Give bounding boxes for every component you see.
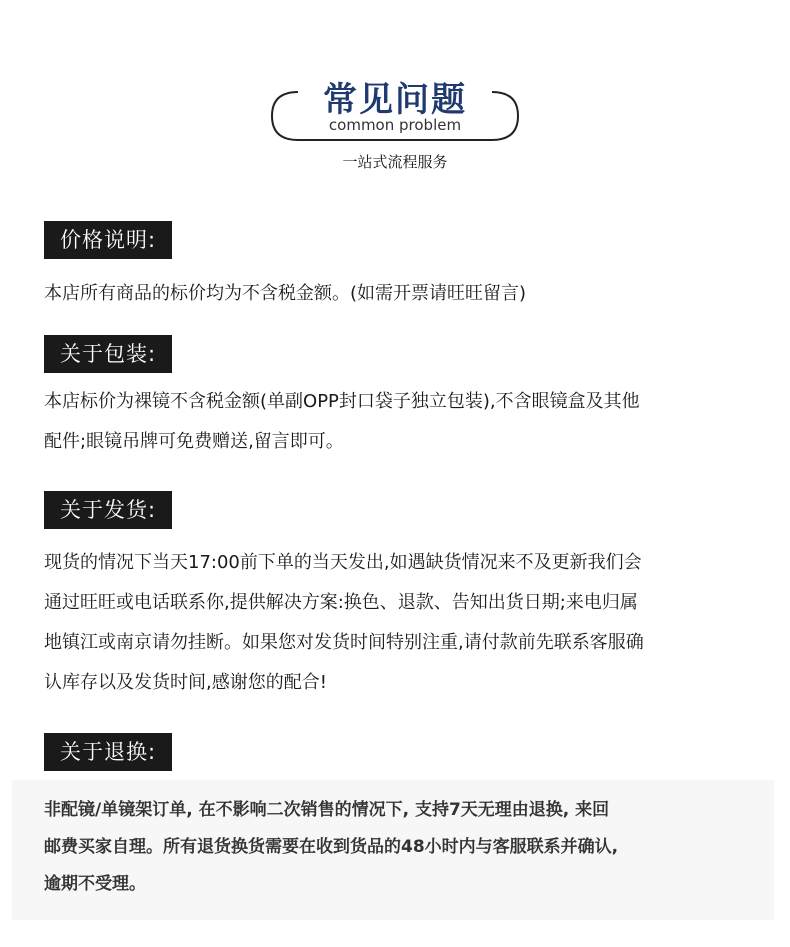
cropped-next-line bbox=[44, 938, 384, 947]
page-subtitle: 一站式流程服务 bbox=[342, 153, 448, 171]
section-text-shipping bbox=[44, 543, 764, 703]
text-line: 非配镜/单镜架订单, 在不影响二次销售的情况下, 支持7天无理由退换, 来回 bbox=[44, 800, 610, 820]
section-text-returns bbox=[44, 792, 764, 903]
text-line: 现货的情况下当天17:00前下单的当天发出,如遇缺货情况来不及更新我们会 bbox=[44, 552, 642, 573]
text-line: 认库存以及发货时间,感谢您的配合! bbox=[44, 672, 327, 693]
text-line: 逾期不受理。 bbox=[44, 874, 146, 894]
faq-header bbox=[0, 0, 790, 200]
section-tag-shipping: 关于发货: bbox=[44, 491, 172, 529]
section-tag-price: 价格说明: bbox=[44, 221, 172, 259]
section-tag-returns: 关于退换: bbox=[44, 733, 172, 771]
section-text-packaging bbox=[44, 382, 764, 462]
text-line: 配件;眼镜吊牌可免费赠送,留言即可。 bbox=[44, 431, 344, 452]
text-line: 本店所有商品的标价均为不含税金额。(如需开票请旺旺留言) bbox=[44, 283, 527, 304]
text-line: 邮费买家自理。所有退货换货需要在收到货品的48小时内与客服联系并确认, bbox=[44, 837, 619, 857]
text-line: 通过旺旺或电话联系你,提供解决方案:换色、退款、告知出货日期;来电归属 bbox=[44, 592, 638, 613]
page-title-english: common problem bbox=[328, 116, 462, 134]
text-line: 地镇江或南京请勿挂断。如果您对发货时间特别注重,请付款前先联系客服确 bbox=[44, 632, 644, 653]
section-tag-packaging: 关于包装: bbox=[44, 335, 172, 373]
section-text-price bbox=[44, 280, 764, 308]
text-line: 本店标价为裸镜不含税金额(单副OPP封口袋子独立包装),不含眼镜盒及其他 bbox=[44, 391, 640, 412]
page-title: 常见问题 bbox=[323, 80, 467, 120]
